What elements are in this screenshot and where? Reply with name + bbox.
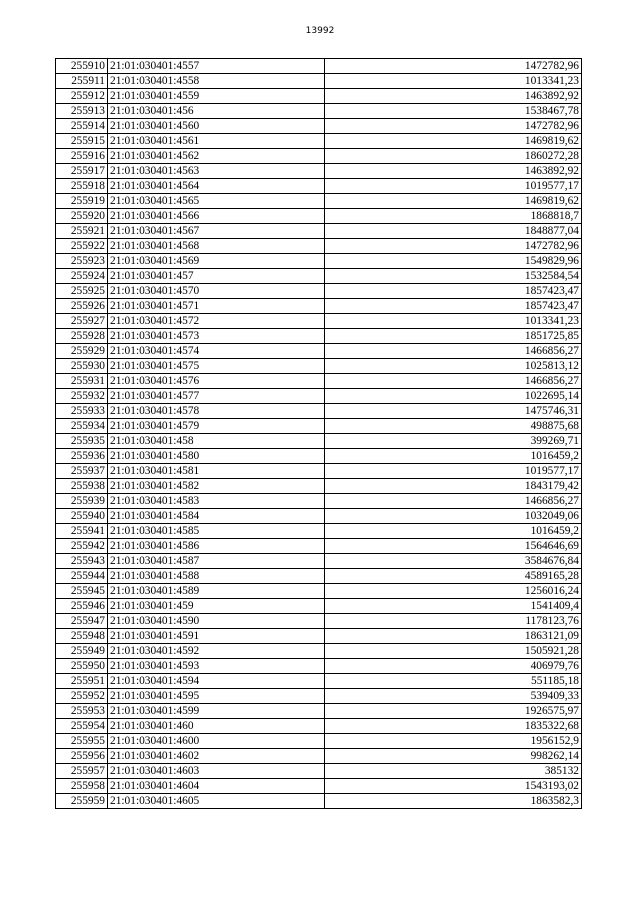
value-cell: 1860272,28: [325, 149, 582, 164]
table-row: [56, 494, 582, 509]
cadastral-number-cell: 21:01:030401:4558: [108, 74, 325, 89]
row-number-cell: 255924: [56, 269, 108, 284]
table-row: [56, 59, 582, 74]
table-row: [56, 659, 582, 674]
table-row: [56, 464, 582, 479]
page-number: 13992: [305, 26, 335, 36]
row-number-cell: 255919: [56, 194, 108, 209]
row-number-cell: 255940: [56, 509, 108, 524]
cadastral-number-cell: 21:01:030401:4577: [108, 389, 325, 404]
row-number-cell: 255933: [56, 404, 108, 419]
row-number-cell: 255939: [56, 494, 108, 509]
table-row: [56, 74, 582, 89]
value-cell: 1549829,96: [325, 254, 582, 269]
table-row: [56, 539, 582, 554]
table-row: [56, 89, 582, 104]
row-number-cell: 255913: [56, 104, 108, 119]
table-row: [56, 374, 582, 389]
value-cell: 1863582,3: [325, 794, 582, 809]
cadastral-number-cell: 21:01:030401:4584: [108, 509, 325, 524]
cadastral-number-cell: 21:01:030401:4602: [108, 749, 325, 764]
value-cell: 1926575,97: [325, 704, 582, 719]
table-row: [56, 554, 582, 569]
row-number-cell: 255952: [56, 689, 108, 704]
table-row: [56, 704, 582, 719]
table-row: [56, 419, 582, 434]
cadastral-number-cell: 21:01:030401:4563: [108, 164, 325, 179]
table-row: [56, 719, 582, 734]
row-number-cell: 255949: [56, 644, 108, 659]
cadastral-number-cell: 21:01:030401:460: [108, 719, 325, 734]
table-row: [56, 179, 582, 194]
cadastral-number-cell: 21:01:030401:4559: [108, 89, 325, 104]
cadastral-number-cell: 21:01:030401:458: [108, 434, 325, 449]
row-number-cell: 255935: [56, 434, 108, 449]
row-number-cell: 255930: [56, 359, 108, 374]
row-number-cell: 255955: [56, 734, 108, 749]
value-cell: 1538467,78: [325, 104, 582, 119]
cadastral-number-cell: 21:01:030401:4600: [108, 734, 325, 749]
cadastral-number-cell: 21:01:030401:4561: [108, 134, 325, 149]
cadastral-number-cell: 21:01:030401:4567: [108, 224, 325, 239]
row-number-cell: 255920: [56, 209, 108, 224]
row-number-cell: 255915: [56, 134, 108, 149]
value-cell: 1019577,17: [325, 464, 582, 479]
value-cell: 1469819,62: [325, 134, 582, 149]
row-number-cell: 255958: [56, 779, 108, 794]
cadastral-number-cell: 21:01:030401:4565: [108, 194, 325, 209]
cadastral-number-cell: 21:01:030401:4580: [108, 449, 325, 464]
value-cell: 1843179,42: [325, 479, 582, 494]
row-number-cell: 255911: [56, 74, 108, 89]
row-number-cell: 255927: [56, 314, 108, 329]
row-number-cell: 255950: [56, 659, 108, 674]
table-row: [56, 344, 582, 359]
table-row: [56, 194, 582, 209]
cadastral-number-cell: 21:01:030401:4604: [108, 779, 325, 794]
cadastral-number-cell: 21:01:030401:4592: [108, 644, 325, 659]
cadastral-number-cell: 21:01:030401:4560: [108, 119, 325, 134]
value-cell: 1835322,68: [325, 719, 582, 734]
cadastral-number-cell: 21:01:030401:4566: [108, 209, 325, 224]
cadastral-number-cell: 21:01:030401:4588: [108, 569, 325, 584]
value-cell: 1463892,92: [325, 89, 582, 104]
cadastral-number-cell: 21:01:030401:4579: [108, 419, 325, 434]
row-number-cell: 255954: [56, 719, 108, 734]
value-cell: 1013341,23: [325, 314, 582, 329]
table-row: [56, 644, 582, 659]
cadastral-number-cell: 21:01:030401:4575: [108, 359, 325, 374]
value-cell: 1022695,14: [325, 389, 582, 404]
table-row: [56, 299, 582, 314]
value-cell: 1541409,4: [325, 599, 582, 614]
value-cell: 399269,71: [325, 434, 582, 449]
table-row: [56, 584, 582, 599]
value-cell: 1013341,23: [325, 74, 582, 89]
cadastral-number-cell: 21:01:030401:4586: [108, 539, 325, 554]
row-number-cell: 255916: [56, 149, 108, 164]
value-cell: 539409,33: [325, 689, 582, 704]
table-row: [56, 269, 582, 284]
cadastral-number-cell: 21:01:030401:4568: [108, 239, 325, 254]
table-row: [56, 254, 582, 269]
cadastral-number-cell: 21:01:030401:4576: [108, 374, 325, 389]
table-row: [56, 239, 582, 254]
cadastral-number-cell: 21:01:030401:4570: [108, 284, 325, 299]
cadastral-number-cell: 21:01:030401:4605: [108, 794, 325, 809]
row-number-cell: 255956: [56, 749, 108, 764]
table-row: [56, 104, 582, 119]
table-row: [56, 689, 582, 704]
value-cell: 4589165,28: [325, 569, 582, 584]
value-cell: 406979,76: [325, 659, 582, 674]
cadastral-number-cell: 21:01:030401:4594: [108, 674, 325, 689]
value-cell: 1178123,76: [325, 614, 582, 629]
table-row: [56, 119, 582, 134]
table-row: [56, 509, 582, 524]
row-number-cell: 255928: [56, 329, 108, 344]
table-row: [56, 284, 582, 299]
row-number-cell: 255925: [56, 284, 108, 299]
row-number-cell: 255957: [56, 764, 108, 779]
table-body: [56, 59, 582, 809]
value-cell: 1543193,02: [325, 779, 582, 794]
value-cell: 1956152,9: [325, 734, 582, 749]
cadastral-number-cell: 21:01:030401:4564: [108, 179, 325, 194]
cadastral-number-cell: 21:01:030401:4589: [108, 584, 325, 599]
value-cell: 1472782,96: [325, 239, 582, 254]
table-row: [56, 449, 582, 464]
row-number-cell: 255926: [56, 299, 108, 314]
table-row: [56, 134, 582, 149]
value-cell: 3584676,84: [325, 554, 582, 569]
cadastral-number-cell: 21:01:030401:4557: [108, 59, 325, 74]
value-cell: 1025813,12: [325, 359, 582, 374]
row-number-cell: 255953: [56, 704, 108, 719]
value-cell: 1857423,47: [325, 284, 582, 299]
value-cell: 1868818,7: [325, 209, 582, 224]
row-number-cell: 255947: [56, 614, 108, 629]
row-number-cell: 255945: [56, 584, 108, 599]
registry-table: [55, 58, 582, 809]
row-number-cell: 255948: [56, 629, 108, 644]
value-cell: 1505921,28: [325, 644, 582, 659]
value-cell: 1032049,06: [325, 509, 582, 524]
value-cell: 1466856,27: [325, 344, 582, 359]
row-number-cell: 255936: [56, 449, 108, 464]
row-number-cell: 255944: [56, 569, 108, 584]
value-cell: 1863121,09: [325, 629, 582, 644]
row-number-cell: 255929: [56, 344, 108, 359]
cadastral-number-cell: 21:01:030401:456: [108, 104, 325, 119]
value-cell: 1466856,27: [325, 374, 582, 389]
row-number-cell: 255934: [56, 419, 108, 434]
table-row: [56, 629, 582, 644]
cadastral-number-cell: 21:01:030401:4574: [108, 344, 325, 359]
cadastral-number-cell: 21:01:030401:4578: [108, 404, 325, 419]
cadastral-number-cell: 21:01:030401:4571: [108, 299, 325, 314]
table-row: [56, 614, 582, 629]
cadastral-number-cell: 21:01:030401:4595: [108, 689, 325, 704]
value-cell: 1016459,2: [325, 449, 582, 464]
cadastral-number-cell: 21:01:030401:4603: [108, 764, 325, 779]
row-number-cell: 255914: [56, 119, 108, 134]
row-number-cell: 255922: [56, 239, 108, 254]
row-number-cell: 255932: [56, 389, 108, 404]
row-number-cell: 255910: [56, 59, 108, 74]
cadastral-number-cell: 21:01:030401:4599: [108, 704, 325, 719]
table-row: [56, 749, 582, 764]
row-number-cell: 255941: [56, 524, 108, 539]
table-row: [56, 479, 582, 494]
row-number-cell: 255917: [56, 164, 108, 179]
table-row: [56, 314, 582, 329]
row-number-cell: 255931: [56, 374, 108, 389]
value-cell: 1851725,85: [325, 329, 582, 344]
value-cell: 1469819,62: [325, 194, 582, 209]
value-cell: 498875,68: [325, 419, 582, 434]
table-row: [56, 329, 582, 344]
table-row: [56, 149, 582, 164]
table-row: [56, 569, 582, 584]
value-cell: 1475746,31: [325, 404, 582, 419]
cadastral-number-cell: 21:01:030401:459: [108, 599, 325, 614]
row-number-cell: 255959: [56, 794, 108, 809]
cadastral-number-cell: 21:01:030401:4582: [108, 479, 325, 494]
value-cell: 1016459,2: [325, 524, 582, 539]
cadastral-number-cell: 21:01:030401:4572: [108, 314, 325, 329]
value-cell: 1848877,04: [325, 224, 582, 239]
value-cell: 1857423,47: [325, 299, 582, 314]
cadastral-number-cell: 21:01:030401:4593: [108, 659, 325, 674]
value-cell: 1472782,96: [325, 59, 582, 74]
table-row: [56, 764, 582, 779]
cadastral-number-cell: 21:01:030401:457: [108, 269, 325, 284]
value-cell: 1564646,69: [325, 539, 582, 554]
cadastral-number-cell: 21:01:030401:4583: [108, 494, 325, 509]
value-cell: 1463892,92: [325, 164, 582, 179]
row-number-cell: 255921: [56, 224, 108, 239]
table-row: [56, 734, 582, 749]
value-cell: 1019577,17: [325, 179, 582, 194]
table-row: [56, 599, 582, 614]
table-row: [56, 224, 582, 239]
table-row: [56, 209, 582, 224]
value-cell: 1532584,54: [325, 269, 582, 284]
table-row: [56, 389, 582, 404]
row-number-cell: 255951: [56, 674, 108, 689]
table-row: [56, 779, 582, 794]
cadastral-number-cell: 21:01:030401:4585: [108, 524, 325, 539]
table-row: [56, 404, 582, 419]
table-row: [56, 674, 582, 689]
cadastral-number-cell: 21:01:030401:4590: [108, 614, 325, 629]
row-number-cell: 255943: [56, 554, 108, 569]
cadastral-number-cell: 21:01:030401:4573: [108, 329, 325, 344]
row-number-cell: 255923: [56, 254, 108, 269]
value-cell: 1256016,24: [325, 584, 582, 599]
value-cell: 551185,18: [325, 674, 582, 689]
cadastral-number-cell: 21:01:030401:4569: [108, 254, 325, 269]
table-row: [56, 164, 582, 179]
row-number-cell: 255946: [56, 599, 108, 614]
cadastral-number-cell: 21:01:030401:4587: [108, 554, 325, 569]
row-number-cell: 255938: [56, 479, 108, 494]
row-number-cell: 255942: [56, 539, 108, 554]
cadastral-number-cell: 21:01:030401:4562: [108, 149, 325, 164]
value-cell: 385132: [325, 764, 582, 779]
value-cell: 1466856,27: [325, 494, 582, 509]
value-cell: 1472782,96: [325, 119, 582, 134]
row-number-cell: 255937: [56, 464, 108, 479]
cadastral-number-cell: 21:01:030401:4581: [108, 464, 325, 479]
table-row: [56, 434, 582, 449]
row-number-cell: 255918: [56, 179, 108, 194]
table-row: [56, 359, 582, 374]
table-row: [56, 794, 582, 809]
table-row: [56, 524, 582, 539]
row-number-cell: 255912: [56, 89, 108, 104]
cadastral-number-cell: 21:01:030401:4591: [108, 629, 325, 644]
value-cell: 998262,14: [325, 749, 582, 764]
